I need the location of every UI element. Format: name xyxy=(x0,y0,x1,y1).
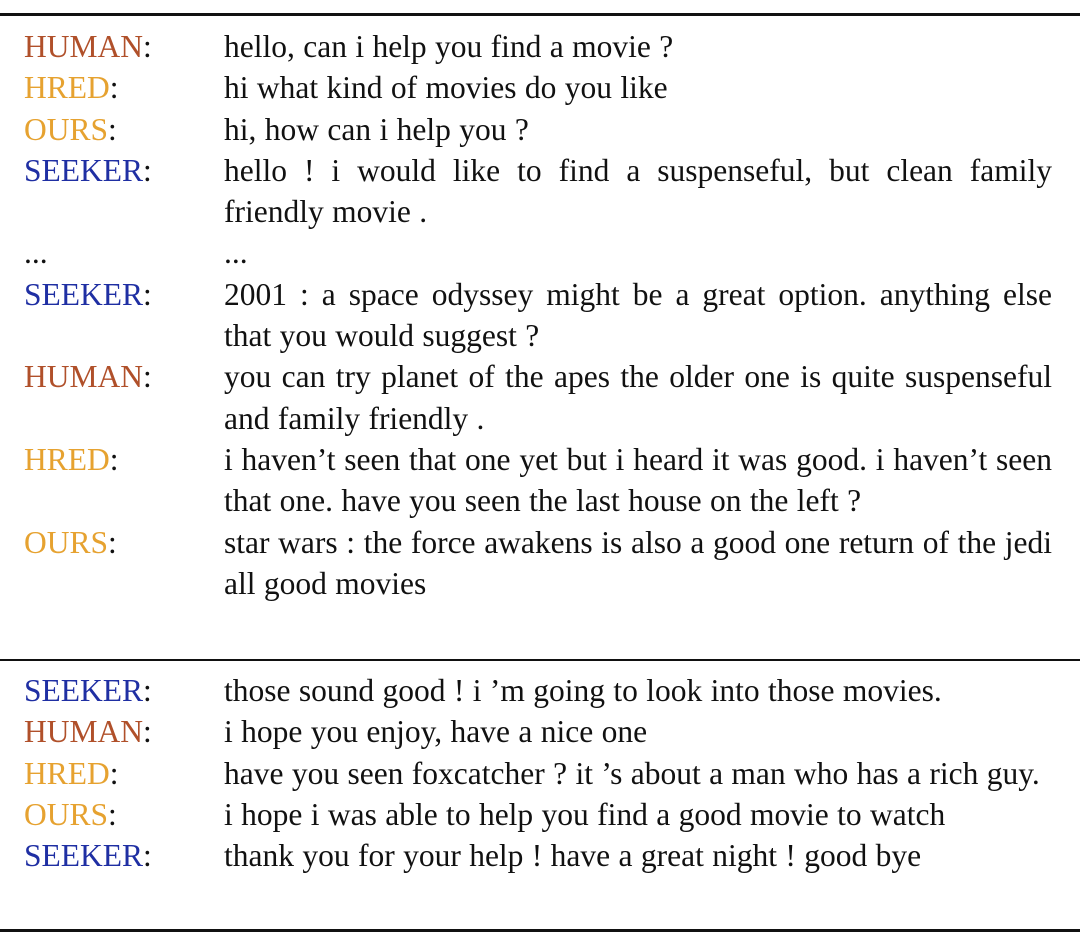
dialogue-section-2 xyxy=(0,670,1080,876)
speaker-label: SEEKER: xyxy=(24,673,152,708)
dialogue-section-1 xyxy=(0,26,1080,604)
dialogue-row xyxy=(0,26,1080,67)
speaker-label: HRED: xyxy=(24,441,119,477)
speaker-label: OURS: xyxy=(24,524,117,560)
utterance-text: i hope you enjoy, have a nice one xyxy=(224,714,648,750)
speaker-label: OURS: xyxy=(24,796,117,832)
speaker-label: SEEKER: xyxy=(24,152,152,188)
utterance-text: star wars : the force awakens is also a good one return of the jedi all good movies xyxy=(224,524,1052,601)
dialogue-row xyxy=(0,356,1080,439)
speaker-label: HRED: xyxy=(24,70,119,106)
speaker-label: HRED: xyxy=(24,755,119,791)
speaker-label: OURS: xyxy=(24,111,117,147)
dialogue-row xyxy=(0,274,1080,357)
dialogue-row xyxy=(0,753,1080,794)
utterance-text: hello, can i help you find a movie ? xyxy=(224,29,674,64)
dialogue-row xyxy=(0,150,1080,233)
section-divider xyxy=(0,659,1080,661)
utterance-text: those sound good ! i ’m going to look into those movies. xyxy=(224,673,942,708)
dialogue-row xyxy=(0,439,1080,522)
ellipsis-row xyxy=(0,232,1080,273)
utterance-text: hello ! i would like to find a suspenseful, but clean family friendly movie . xyxy=(224,152,1052,230)
utterance-text: i hope i was able to help you find a good movie to watch xyxy=(224,796,946,832)
utterance-text: hi what kind of movies do you like xyxy=(224,70,668,106)
dialogue-row xyxy=(0,67,1080,108)
top-rule xyxy=(0,13,1080,16)
utterance-text: hi, how can i help you ? xyxy=(224,111,529,147)
dialogue-row xyxy=(0,522,1080,605)
utterance-text: you can try planet of the apes the older one is quite suspenseful and family friendly . xyxy=(224,359,1052,436)
dialogue-row xyxy=(0,794,1080,835)
dialogue-row xyxy=(0,711,1080,752)
utterance-text: i haven’t seen that one yet but i heard it was good. i haven’t seen that one. have you seen the last house on the left ? xyxy=(224,441,1052,519)
speaker-label: HUMAN: xyxy=(24,29,152,64)
speaker-label: HUMAN: xyxy=(24,359,152,395)
dialogue-row xyxy=(0,670,1080,711)
speaker-label: SEEKER: xyxy=(24,838,152,874)
bottom-rule xyxy=(0,929,1080,932)
utterance-text: ... xyxy=(224,235,248,271)
speaker-label: ... xyxy=(24,235,48,271)
utterance-text: 2001 : a space odyssey might be a great option. anything else that you would suggest ? xyxy=(224,276,1052,354)
speaker-label: SEEKER: xyxy=(24,276,152,312)
speaker-label: HUMAN: xyxy=(24,714,152,750)
dialogue-row xyxy=(0,835,1080,876)
utterance-text: have you seen foxcatcher ? it ’s about a man who has a rich guy. xyxy=(224,755,1040,791)
dialogue-row xyxy=(0,109,1080,150)
utterance-text: thank you for your help ! have a great night ! good bye xyxy=(224,838,922,874)
